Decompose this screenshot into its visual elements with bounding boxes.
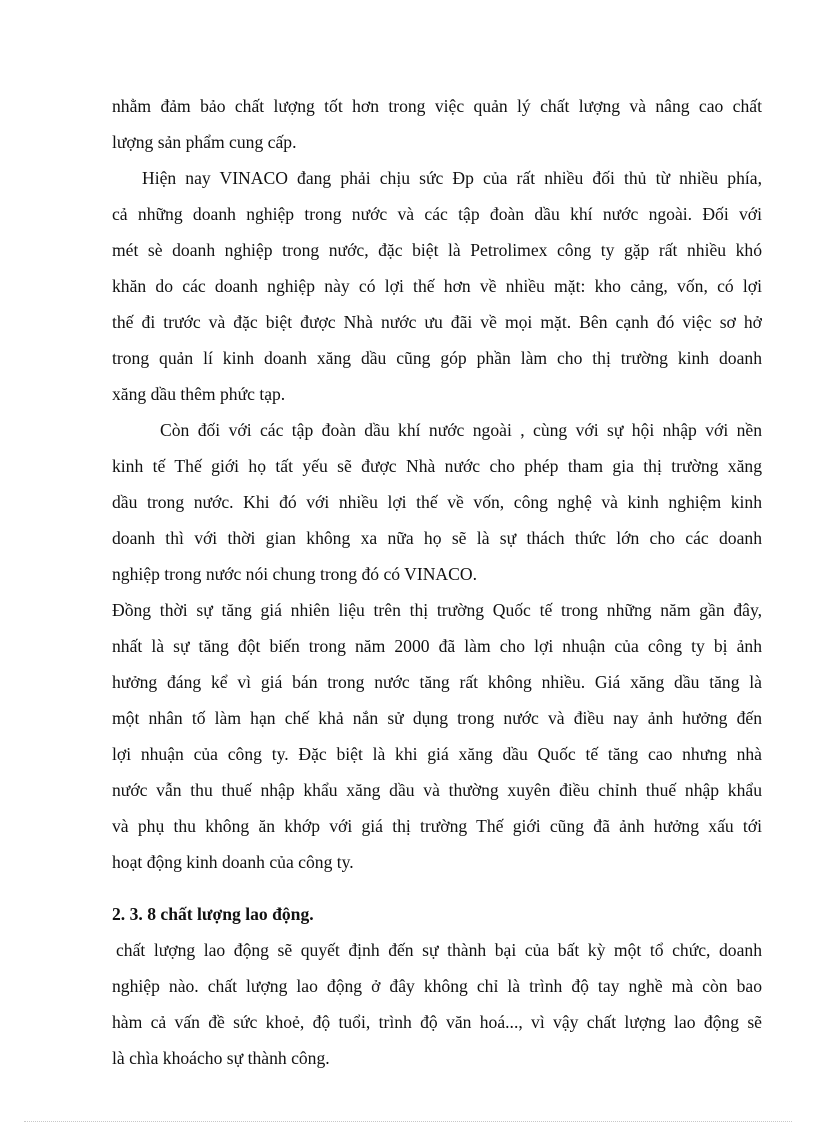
text-line: nước vẫn thu thuế nhập khẩu xăng dầu và thường xuyên điều chỉnh thuế nhập khẩu	[112, 780, 762, 800]
text-line: lợi nhuận của công ty. Đặc biệt là khi giá xăng dầu Quốc tế tăng cao nhưng nhà	[112, 744, 762, 764]
text-line: kinh tế Thế giới họ tất yếu sẽ được Nhà nước cho phép tham gia thị trường xăng	[112, 456, 762, 476]
document-page	[112, 88, 762, 1076]
paragraph-2	[112, 160, 762, 412]
text-line: thế đi trước và đặc biệt được Nhà nước ưu đãi về mọi mặt. Bên cạnh đó việc sơ hở	[112, 312, 762, 332]
text-line: lượng sản phẩm cung cấp.	[112, 132, 297, 152]
paragraph-4	[112, 592, 762, 880]
section-heading: 2. 3. 8 chất lượng lao động.	[112, 904, 314, 924]
text-line: cả những doanh nghiệp trong nước và các tập đoàn dầu khí nước ngoài. Đối với	[112, 204, 762, 224]
text-line: Đồng thời sự tăng giá nhiên liệu trên thị trường Quốc tế trong những năm gần đây,	[112, 600, 762, 620]
text-line: Còn đối với các tập đoàn dầu khí nước ngoài , cùng với sự hội nhập với nền	[160, 420, 762, 440]
text-line: nghiệp trong nước nói chung trong đó có VINACO.	[112, 564, 477, 584]
text-line: nghiệp nào. chất lượng lao động ở đây không chỉ là trình độ tay nghề mà còn bao	[112, 976, 762, 996]
paragraph-1	[112, 88, 762, 160]
text-line: và phụ thu không ăn khớp với giá thị trường Thế giới cũng đã ảnh hưởng xấu tới	[112, 816, 762, 836]
text-line: doanh thì với thời gian không xa nữa họ sẽ là sự thách thức lớn cho các doanh	[112, 528, 762, 548]
paragraph-3	[112, 412, 762, 592]
text-line: Hiện nay VINACO đang phải chịu sức Ðp của rất nhiều đối thủ từ nhiều phía,	[142, 168, 762, 188]
text-line: dầu trong nước. Khi đó với nhiều lợi thế về vốn, công nghệ và kinh nghiệm kinh	[112, 492, 762, 512]
text-line: trong quản lí kinh doanh xăng dầu cũng góp phần làm cho thị trường kinh doanh	[112, 348, 762, 368]
spacer	[112, 880, 762, 896]
text-line: một nhân tố làm hạn chế khả nắn sử dụng trong nước và điều nay ảnh hưởng đến	[112, 708, 762, 728]
text-line: chất lượng lao động sẽ quyết định đến sự thành bại của bất kỳ một tổ chức, doanh	[116, 940, 762, 960]
page-bottom-rule	[24, 1121, 792, 1122]
text-line: hàm cả vấn đề sức khoẻ, độ tuổi, trình độ văn hoá..., vì vậy chất lượng lao động sẽ	[112, 1012, 762, 1032]
text-line: mét sè doanh nghiệp trong nước, đặc biệt là Petrolimex công ty gặp rất nhiều khó	[112, 240, 762, 260]
text-line: xăng dầu thêm phức tạp.	[112, 384, 286, 404]
text-line: là chìa khoácho sự thành công.	[112, 1048, 330, 1068]
text-line: nhằm đảm bảo chất lượng tốt hơn trong việc quản lý chất lượng và nâng cao chất	[112, 96, 762, 116]
section-paragraph	[112, 932, 762, 1076]
text-line: hưởng đáng kể vì giá bán trong nước tăng rất không nhiều. Giá xăng dầu tăng là	[112, 672, 762, 692]
text-line: hoạt động kinh doanh của công ty.	[112, 852, 354, 872]
text-line: nhất là sự tăng đột biến trong năm 2000 đã làm cho lợi nhuận của công ty bị ảnh	[112, 636, 762, 656]
text-line: khăn do các doanh nghiệp này có lợi thế hơn về nhiều mặt: kho cảng, vốn, có lợi	[112, 276, 762, 296]
